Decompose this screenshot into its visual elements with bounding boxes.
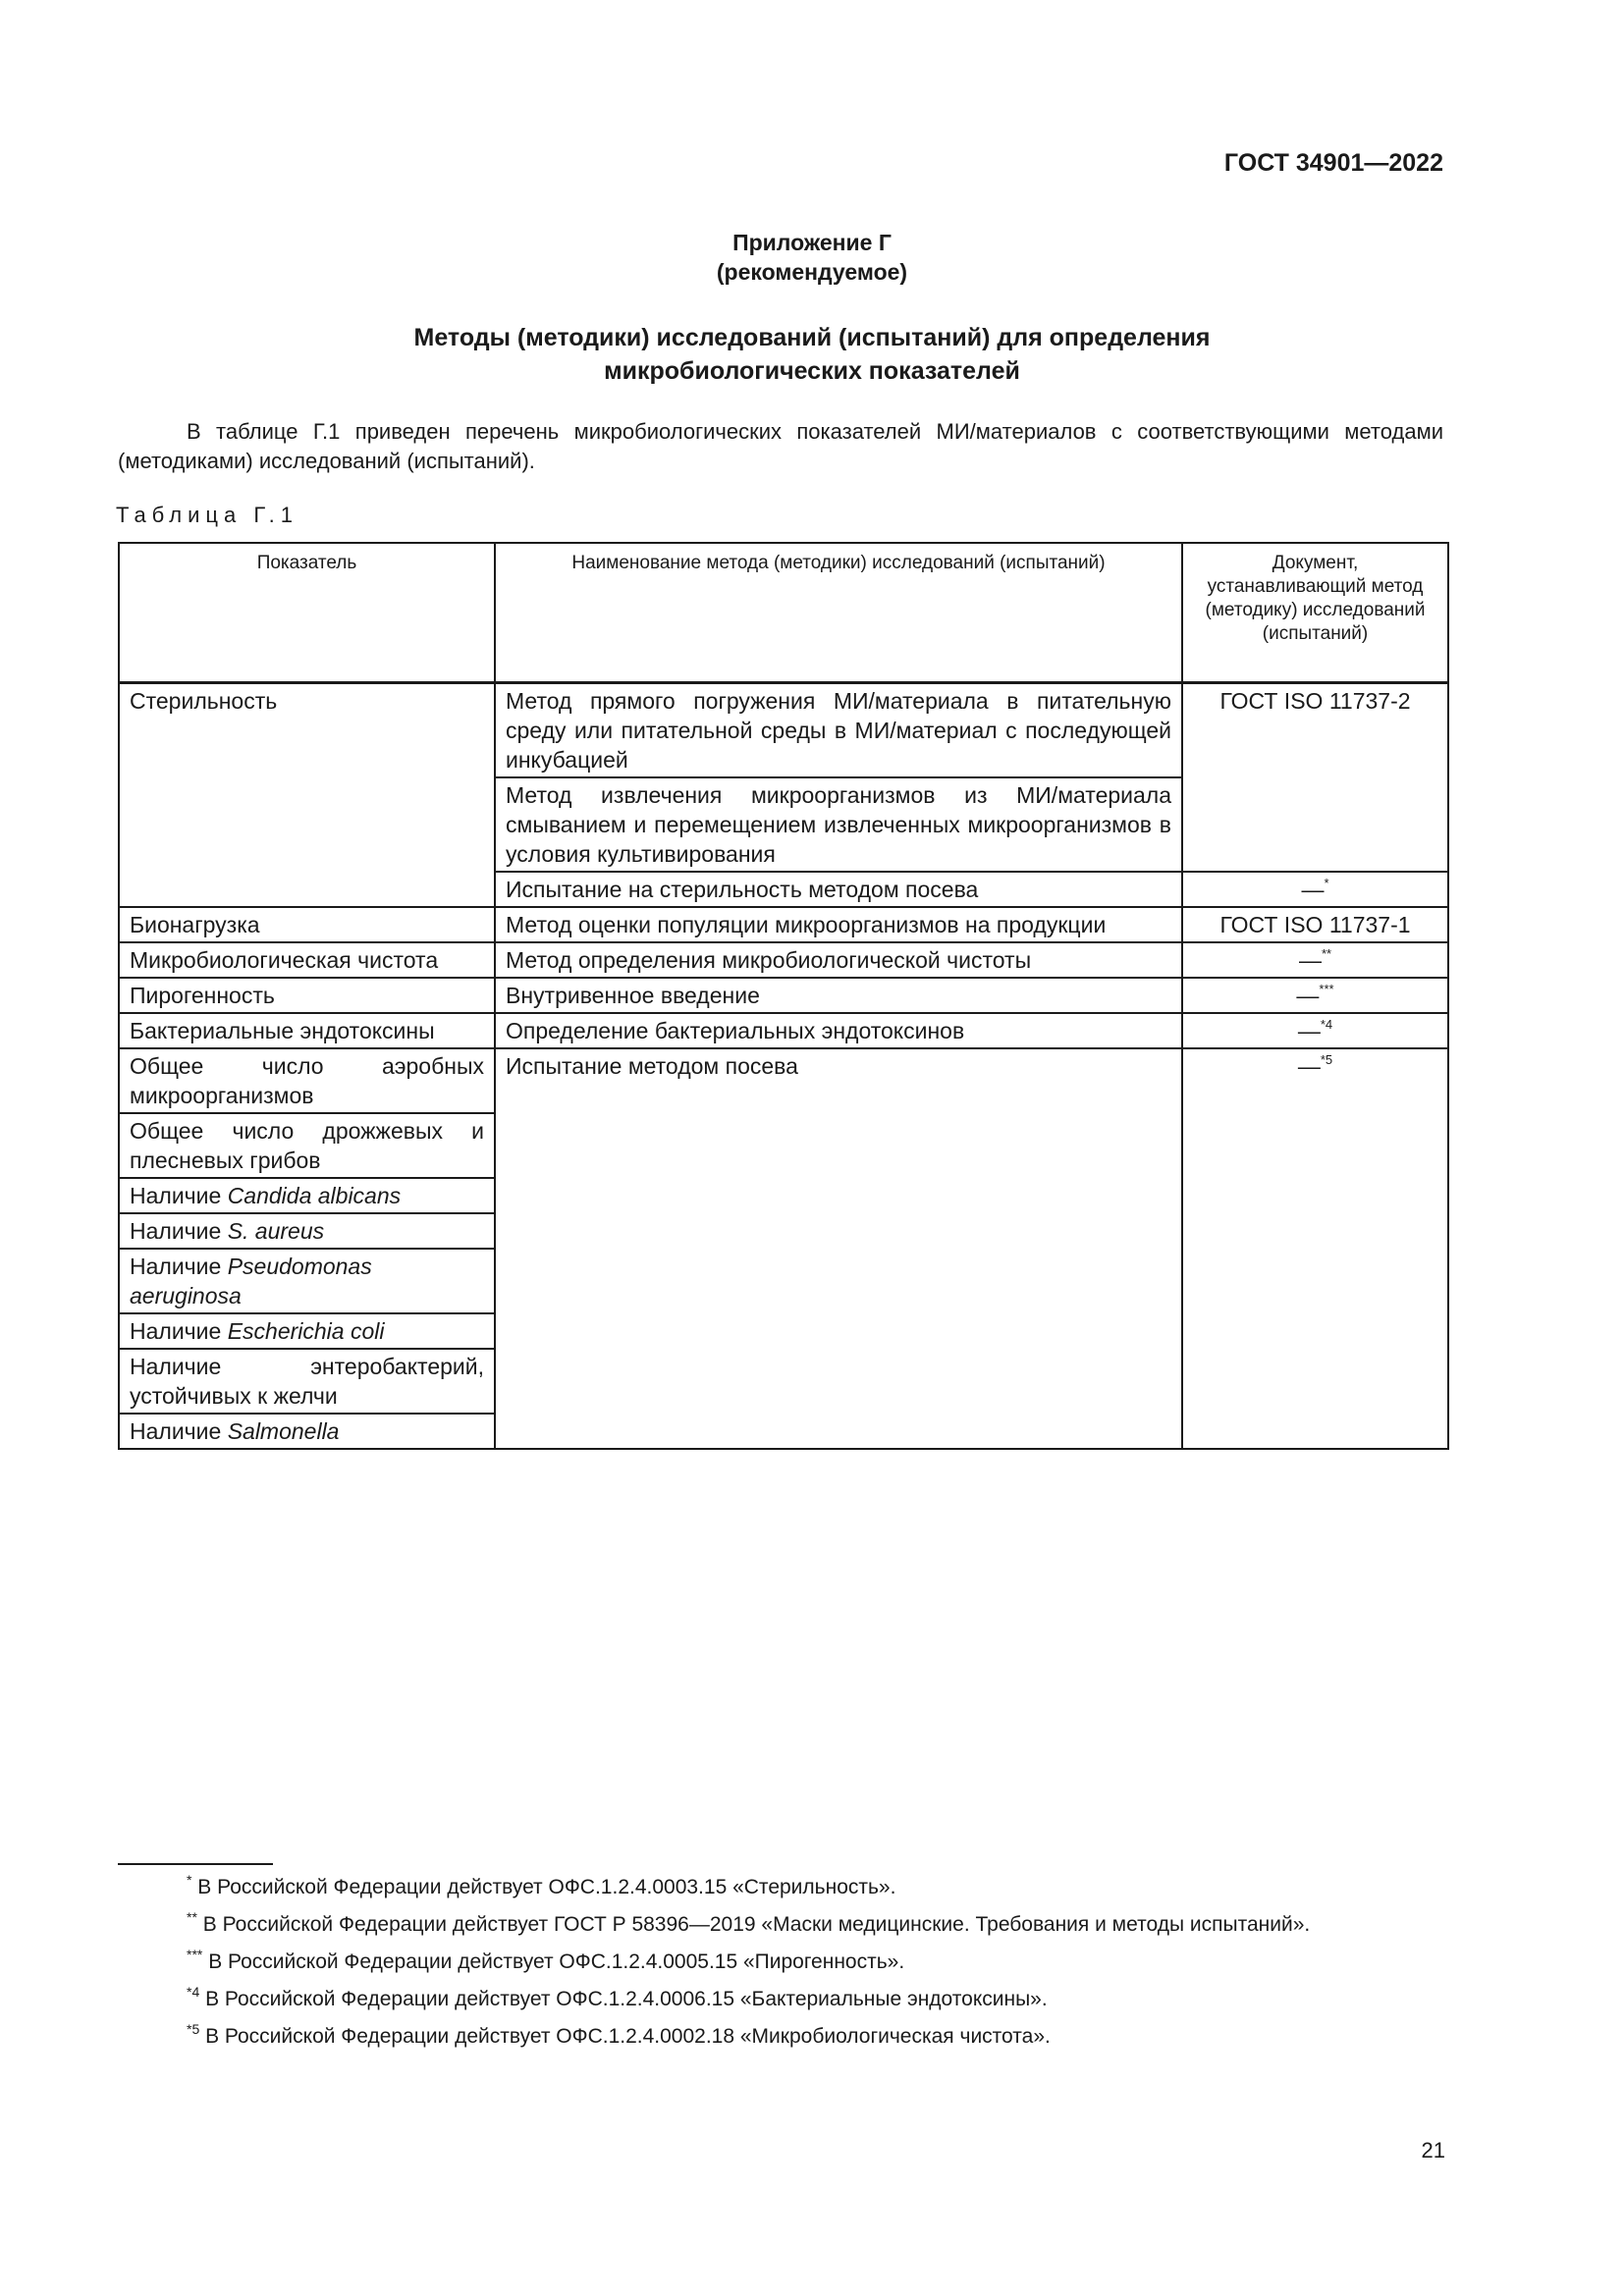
cell-method-sterility-1: Метод прямого погружения МИ/материала в питательную среду или питательной среды в МИ/материал с последующей инкубацией	[495, 683, 1182, 778]
organism-name: Candida albicans	[227, 1183, 402, 1208]
footnote-divider	[118, 1863, 273, 1865]
appendix-status: (рекомендуемое)	[716, 259, 908, 285]
dash: —	[1301, 877, 1325, 902]
section-title-line1: Методы (методики) исследований (испытаний) для определения	[413, 324, 1211, 351]
presence-label: Наличие	[130, 1183, 222, 1208]
cell-method-sterility-3: Испытание на стерильность методом посева	[495, 872, 1182, 907]
table-row	[119, 978, 1448, 1013]
footnote-text: В Российской Федерации действует ОФС.1.2.4.0005.15 «Пирогенность».	[208, 1950, 905, 1973]
dash: —	[1296, 983, 1320, 1008]
presence-label: Наличие	[130, 1218, 222, 1244]
footnote-text: В Российской Федерации действует ОФС.1.2.4.0002.18 «Микробиологическая чистота».	[205, 2025, 1051, 2048]
dash: —	[1297, 1053, 1321, 1079]
cell-method-bioburden: Метод оценки популяции микроорганизмов на продукции	[495, 907, 1182, 942]
cell-indicator-entero: Наличие энтеробактерий, устойчивых к желчи	[119, 1349, 495, 1414]
footnote	[118, 2022, 1447, 2052]
table-header-row	[119, 543, 1448, 683]
presence-label: Наличие	[130, 1318, 222, 1344]
cell-indicator-pyrogenicity: Пирогенность	[119, 978, 495, 1013]
cell-indicator-salmonella	[119, 1414, 495, 1449]
cell-indicator-aerobic: Общее число аэробных микроорганизмов	[119, 1048, 495, 1113]
cell-indicator-saureus	[119, 1213, 495, 1249]
header-indicator: Показатель	[119, 543, 495, 683]
footnote-ref: ***	[1319, 982, 1334, 996]
organism-name: Escherichia coli	[227, 1318, 385, 1344]
intro-paragraph: В таблице Г.1 приведен перечень микробиологических показателей МИ/материалов с соответствующими методами (методиками) исследований (испытаний).	[118, 419, 1443, 473]
page-number: 21	[1421, 2138, 1445, 2163]
footnote-mark: ***	[187, 1947, 203, 1962]
table-row	[119, 1048, 1448, 1113]
presence-label: Наличие	[130, 1254, 222, 1279]
cell-indicator-candida	[119, 1178, 495, 1213]
organism-name: Pseudomonas aeruginosa	[130, 1254, 372, 1308]
cell-doc-sterility: ГОСТ ISO 11737-2	[1182, 683, 1448, 873]
footnote-ref: **	[1321, 946, 1332, 961]
header-method: Наименование метода (методики) исследований (испытаний)	[495, 543, 1182, 683]
cell-doc-pyrogenicity	[1182, 978, 1448, 1013]
footnote-ref: *5	[1320, 1052, 1333, 1067]
methods-table	[118, 542, 1449, 1450]
cell-doc-seeding	[1182, 1048, 1448, 1449]
cell-method-sterility-2: Метод извлечения микроорганизмов из МИ/материала смыванием и перемещением извлеченных микроорганизмов в условия культивирования	[495, 777, 1182, 872]
table-row	[119, 683, 1448, 778]
footnote	[118, 1948, 1447, 1977]
cell-doc-bioburden: ГОСТ ISO 11737-1	[1182, 907, 1448, 942]
table-row	[119, 907, 1448, 942]
header-document: Документ, устанавливающий метод (методику) исследований (испытаний)	[1182, 543, 1448, 683]
footnote-mark: *	[187, 1872, 192, 1888]
footnote-mark: *5	[187, 2021, 200, 2037]
cell-indicator-bioburden: Бионагрузка	[119, 907, 495, 942]
organism-name: S. aureus	[227, 1218, 325, 1244]
section-title	[0, 321, 1624, 388]
cell-indicator-pseudomonas	[119, 1249, 495, 1313]
footnote-text: В Российской Федерации действует ОФС.1.2.4.0006.15 «Бактериальные эндотоксины».	[205, 1988, 1048, 2010]
organism-name: Salmonella	[227, 1418, 340, 1444]
cell-indicator-micro-purity: Микробиологическая чистота	[119, 942, 495, 978]
cell-method-endotoxins: Определение бактериальных эндотоксинов	[495, 1013, 1182, 1048]
cell-indicator-sterility: Стерильность	[119, 683, 495, 908]
appendix-heading	[0, 228, 1624, 287]
footnote-text: В Российской Федерации действует ОФС.1.2.4.0003.15 «Стерильность».	[197, 1876, 896, 1898]
cell-method-pyrogenicity: Внутривенное введение	[495, 978, 1182, 1013]
section-title-line2: микробиологических показателей	[604, 357, 1020, 385]
cell-doc-sterility-3	[1182, 872, 1448, 907]
footnote-mark: *4	[187, 1984, 200, 2000]
presence-label: Наличие	[130, 1418, 222, 1444]
table-row	[119, 1013, 1448, 1048]
document-code: ГОСТ 34901—2022	[1223, 149, 1443, 177]
dash: —	[1297, 1018, 1321, 1043]
footnote	[118, 1985, 1447, 2014]
cell-doc-endotoxins	[1182, 1013, 1448, 1048]
table-caption: Таблица Г.1	[116, 503, 298, 527]
dash: —	[1298, 947, 1322, 973]
cell-indicator-ecoli	[119, 1313, 495, 1349]
table-row	[119, 942, 1448, 978]
footnote-text: В Российской Федерации действует ГОСТ Р 58396—2019 «Маски медицинские. Требования и методы испытаний».	[202, 1913, 1311, 1936]
cell-indicator-yeast: Общее число дрожжевых и плесневых грибов	[119, 1113, 495, 1178]
cell-method-micro-purity: Метод определения микробиологической чистоты	[495, 942, 1182, 978]
footnote	[118, 1873, 1447, 1902]
footnote-mark: **	[187, 1909, 197, 1925]
cell-doc-micro-purity	[1182, 942, 1448, 978]
footnote-ref: *4	[1320, 1017, 1333, 1032]
cell-indicator-endotoxins: Бактериальные эндотоксины	[119, 1013, 495, 1048]
footnote	[118, 1910, 1447, 1940]
footnotes	[118, 1873, 1447, 2059]
appendix-title: Приложение Г	[732, 230, 892, 255]
footnote-ref: *	[1324, 876, 1329, 890]
cell-method-seeding: Испытание методом посева	[495, 1048, 1182, 1449]
